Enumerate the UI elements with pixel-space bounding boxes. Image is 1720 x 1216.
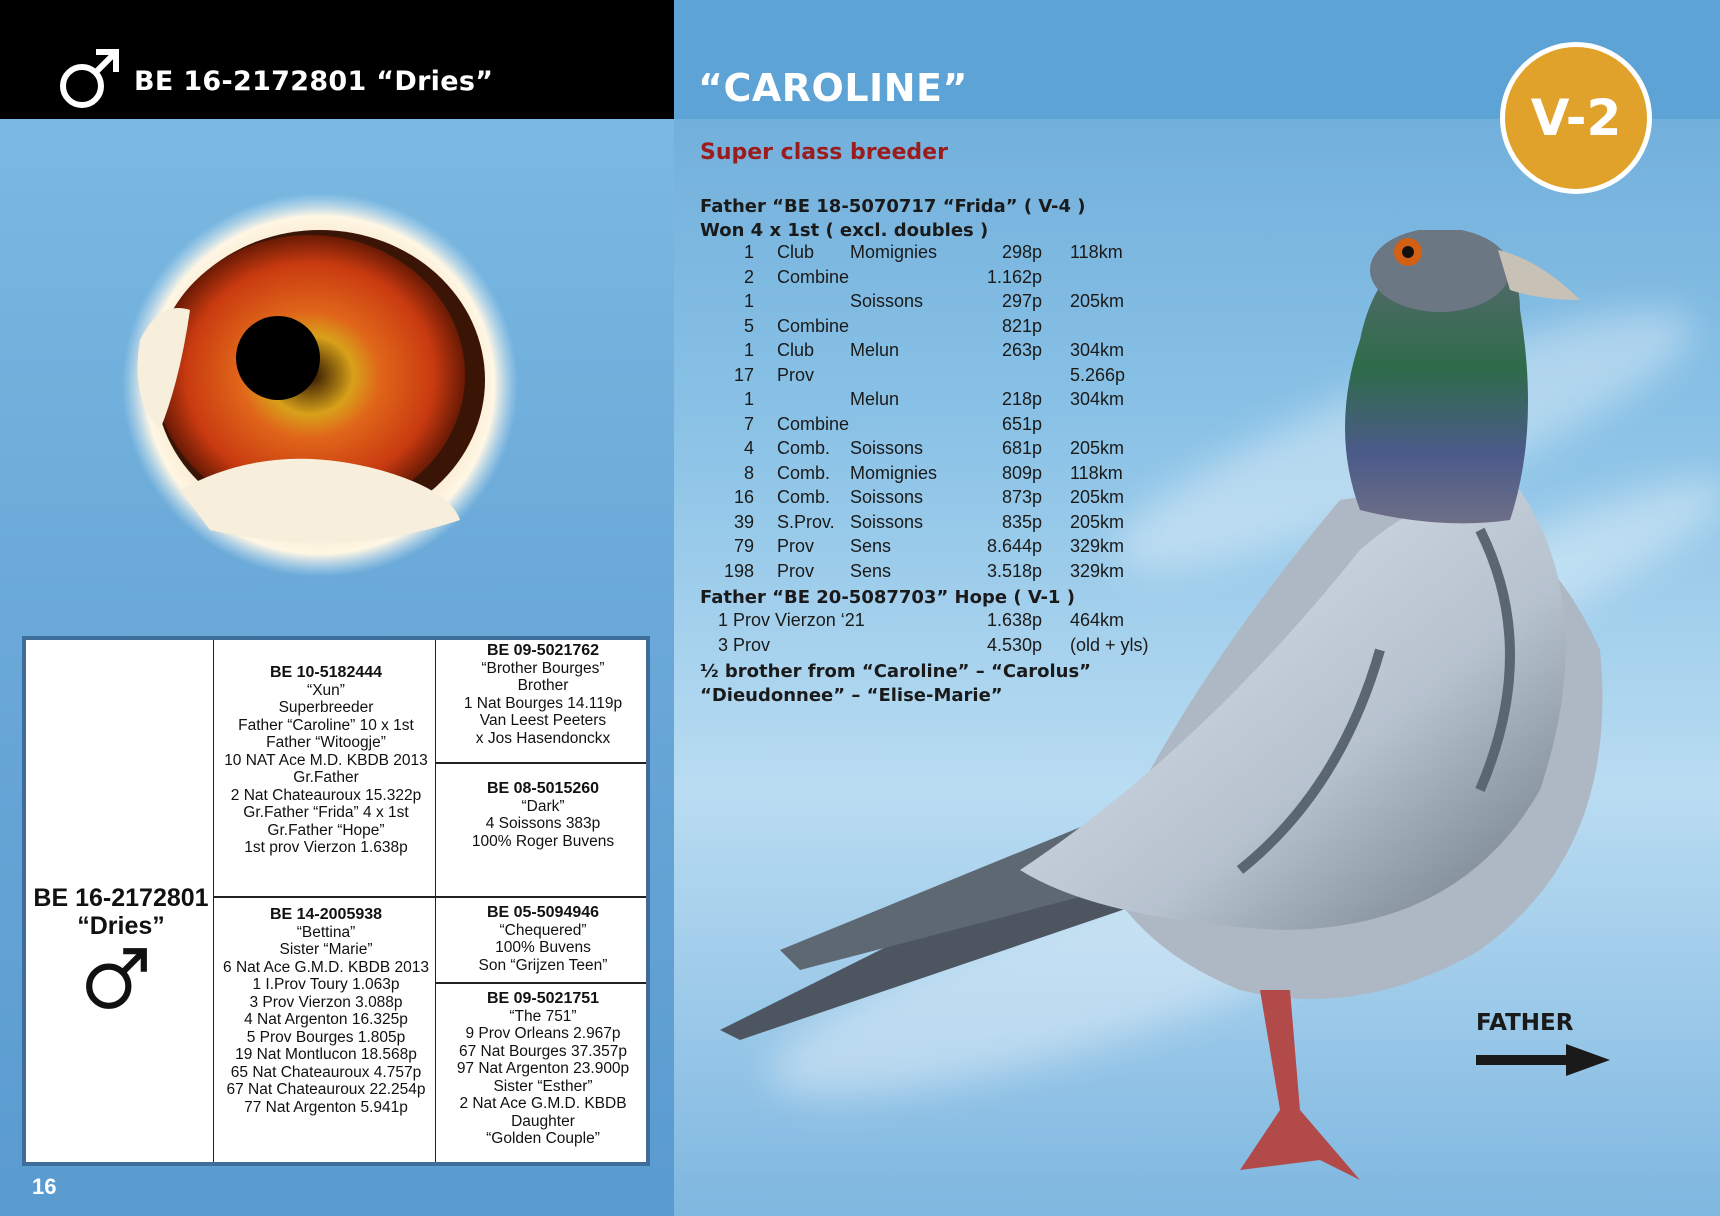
result-place: 2 xyxy=(743,266,754,287)
pedigree-dam-dam xyxy=(438,990,648,1148)
result-distance: 464km xyxy=(1070,610,1125,630)
result-location: Soissons xyxy=(850,291,924,311)
v2-badge: V-2 xyxy=(1500,42,1652,194)
result-points: 297p xyxy=(1001,291,1042,311)
result-place: 79 xyxy=(733,536,754,556)
result-points: 681p xyxy=(1001,438,1042,458)
arrow-right-icon xyxy=(1476,1044,1610,1076)
result-level: Combine xyxy=(777,266,850,287)
pedigree-line: Sister “Marie” xyxy=(279,941,373,958)
result-points: 1.162p xyxy=(986,266,1042,287)
result-place: 39 xyxy=(733,511,754,532)
pedigree-divider xyxy=(214,896,646,898)
pedigree-sire xyxy=(216,664,436,857)
pedigree-line: 1 Nat Bourges 14.119p xyxy=(463,694,623,712)
pedigree-sire-sire xyxy=(438,642,648,747)
result-location: Soissons xyxy=(850,511,924,532)
pedigree-divider xyxy=(436,762,646,764)
result-distance: 118km xyxy=(1070,242,1123,262)
result-points: 809p xyxy=(1001,462,1042,483)
pedigree-line: Sister “Esther” xyxy=(493,1077,593,1095)
pedigree-line: 100% Buvens xyxy=(495,939,591,956)
pedigree-line: 4 Soissons 383p xyxy=(485,815,601,832)
result-level: Prov xyxy=(777,536,815,556)
result-distance: 304km xyxy=(1070,389,1125,409)
result-distance: 329km xyxy=(1070,560,1125,581)
pedigree-dam xyxy=(216,906,436,1116)
result-level: S.Prov. xyxy=(777,511,835,532)
result-distance: (old + yls) xyxy=(1070,634,1149,655)
result-distance: 205km xyxy=(1070,511,1125,532)
result-distance: 304km xyxy=(1070,340,1125,360)
result-level: Club xyxy=(777,242,815,262)
pedigree-line: “Bettina” xyxy=(296,923,356,941)
result-location: Soissons xyxy=(850,438,924,458)
page-number: 16 xyxy=(32,1174,57,1199)
result-distance: 118km xyxy=(1070,462,1123,483)
pedigree-subject-name: “Dries” xyxy=(77,912,165,940)
pedigree-line: Son “Grijzen Teen” xyxy=(478,956,608,974)
pedigree-line: Father “Witoogje” xyxy=(266,734,386,751)
result-points: 218p xyxy=(1001,389,1042,409)
subtitle: Super class breeder xyxy=(700,140,948,165)
pedigree-line: 9 Prov Orleans 2.967p xyxy=(465,1025,621,1042)
header-ring-number: BE 16-2172801 “Dries” xyxy=(134,66,494,97)
result-label: 1 Prov Vierzon ‘21 xyxy=(718,610,865,630)
pedigree-line: 4 Nat Argenton 16.325p xyxy=(244,1011,408,1028)
result-distance: 205km xyxy=(1070,291,1125,311)
result-points: 821p xyxy=(1001,315,1042,336)
pedigree-line: Superbreeder xyxy=(278,699,374,716)
pedigree-line: Gr.Father “Hope” xyxy=(267,821,385,839)
pedigree-chart xyxy=(22,636,650,1166)
result-place: 7 xyxy=(743,413,754,434)
pedigree-line: 3 Prov Vierzon 3.088p xyxy=(249,993,403,1011)
pedigree-line: Gr.Father xyxy=(293,769,359,786)
pedigree-ring: BE 08-5015260 xyxy=(486,780,600,797)
result-place: 8 xyxy=(743,462,754,483)
result-place: 1 xyxy=(743,389,754,409)
pedigree-line: 67 Nat Bourges 37.357p xyxy=(458,1042,628,1060)
pedigree-line: x Jos Hasendonckx xyxy=(475,729,611,747)
pedigree-line: 1st prov Vierzon 1.638p xyxy=(244,839,408,856)
page-title: “CAROLINE” xyxy=(698,66,968,110)
result-place: 198 xyxy=(723,560,754,581)
pedigree-line: 6 Nat Ace G.M.D. KBDB 2013 xyxy=(223,958,429,976)
pedigree-sire-dam xyxy=(438,780,648,850)
result-location: Sens xyxy=(850,560,892,581)
result-location: Melun xyxy=(850,340,900,360)
won-line: Won 4 x 1st ( excl. doubles ) xyxy=(700,220,989,241)
pedigree-ring: BE 05-5094946 xyxy=(486,904,600,921)
result-place: 17 xyxy=(733,364,754,385)
pedigree-line: Gr.Father “Frida” 4 x 1st xyxy=(243,804,409,821)
result-place: 4 xyxy=(743,438,754,458)
result-distance: 205km xyxy=(1070,438,1125,458)
male-symbol-icon xyxy=(56,46,122,112)
result-location: Momignies xyxy=(850,242,938,262)
pedigree-line: 5 Prov Bourges 1.805p xyxy=(246,1028,406,1046)
result-place: 1 xyxy=(743,340,754,360)
result-level: Comb. xyxy=(777,438,831,458)
pedigree-ring: BE 09-5021762 xyxy=(486,642,600,659)
result-points: 3.518p xyxy=(986,560,1042,581)
result-level: Club xyxy=(777,340,815,360)
result-points: 4.530p xyxy=(986,634,1042,655)
result-level: Combine xyxy=(777,315,850,336)
pedigree-line: 10 NAT Ace M.D. KBDB 2013 xyxy=(224,751,428,769)
result-distance: 205km xyxy=(1070,487,1125,507)
father-frida-line: Father “BE 18-5070717 “Frida” ( V-4 ) xyxy=(700,196,1086,217)
pedigree-divider xyxy=(436,982,646,984)
result-place: 1 xyxy=(743,291,754,311)
result-points: 263p xyxy=(1001,340,1042,360)
result-level: Comb. xyxy=(777,462,831,483)
result-place: 1 xyxy=(743,242,754,262)
pedigree-line: 100% Roger Buvens xyxy=(471,832,615,850)
pedigree-line: “Brother Bourges” xyxy=(481,659,605,677)
result-place: 16 xyxy=(733,487,754,507)
result-points: 298p xyxy=(1001,242,1042,262)
result-level: Combine xyxy=(777,413,850,434)
result-points: 8.644p xyxy=(986,536,1042,556)
pedigree-line: “The 751” xyxy=(509,1007,577,1025)
pedigree-line: 77 Nat Argenton 5.941p xyxy=(244,1098,408,1116)
pedigree-line: Brother xyxy=(517,677,569,694)
result-points: 835p xyxy=(1001,511,1042,532)
pedigree-line: 97 Nat Argenton 23.900p xyxy=(456,1060,630,1077)
result-place: 5 xyxy=(743,315,754,336)
result-distance: 5.266p xyxy=(1070,364,1126,385)
pedigree-ring: BE 14-2005938 xyxy=(269,906,383,923)
male-symbol-icon xyxy=(82,945,150,1013)
pedigree-line: “Dark” xyxy=(521,797,565,815)
father-label: FATHER xyxy=(1476,1010,1574,1036)
result-location: Momignies xyxy=(850,462,938,483)
pedigree-line: 2 Nat Chateauroux 15.322p xyxy=(230,786,422,804)
eye-photo xyxy=(120,190,520,580)
result-points: 1.638p xyxy=(986,610,1042,630)
result-level: Prov xyxy=(777,560,815,581)
pedigree-line: 2 Nat Ace G.M.D. KBDB xyxy=(459,1095,627,1112)
result-points: 873p xyxy=(1001,487,1042,507)
pedigree-line: Father “Caroline” 10 x 1st xyxy=(238,716,414,734)
result-location: Melun xyxy=(850,389,900,409)
pedigree-line: “Xun” xyxy=(307,681,345,699)
pedigree-line: “Chequered” xyxy=(499,921,587,939)
pedigree-line: Daughter xyxy=(511,1112,575,1130)
father-hope-line: Father “BE 20-5087703” Hope ( V-1 ) xyxy=(700,587,1075,608)
half-brother-line-2: “Dieudonnee” – “Elise-Marie” xyxy=(700,685,1003,706)
result-label: 3 Prov xyxy=(718,634,771,655)
pedigree-line: 19 Nat Montlucon 18.568p xyxy=(235,1046,417,1063)
pedigree-line: 65 Nat Chateauroux 4.757p xyxy=(230,1063,422,1081)
result-level: Comb. xyxy=(777,487,831,507)
result-distance: 329km xyxy=(1070,536,1125,556)
result-location: Sens xyxy=(850,536,892,556)
result-location: Soissons xyxy=(850,487,924,507)
result-level: Prov xyxy=(777,364,815,385)
pedigree-line: Van Leest Peeters xyxy=(479,712,607,729)
pedigree-ring: BE 09-5021751 xyxy=(486,990,600,1007)
pedigree-line: “Golden Couple” xyxy=(486,1130,600,1147)
result-points: 651p xyxy=(1001,413,1042,434)
half-brother-line: ½ brother from “Caroline” – “Carolus” xyxy=(700,661,1092,682)
pedigree-subject-ring: BE 16-2172801 xyxy=(33,884,209,912)
pedigree-line: 1 I.Prov Toury 1.063p xyxy=(252,976,400,993)
pedigree-dam-sire xyxy=(438,904,648,974)
pedigree-ring: BE 10-5182444 xyxy=(269,664,383,681)
pedigree-line: 67 Nat Chateauroux 22.254p xyxy=(226,1081,426,1098)
